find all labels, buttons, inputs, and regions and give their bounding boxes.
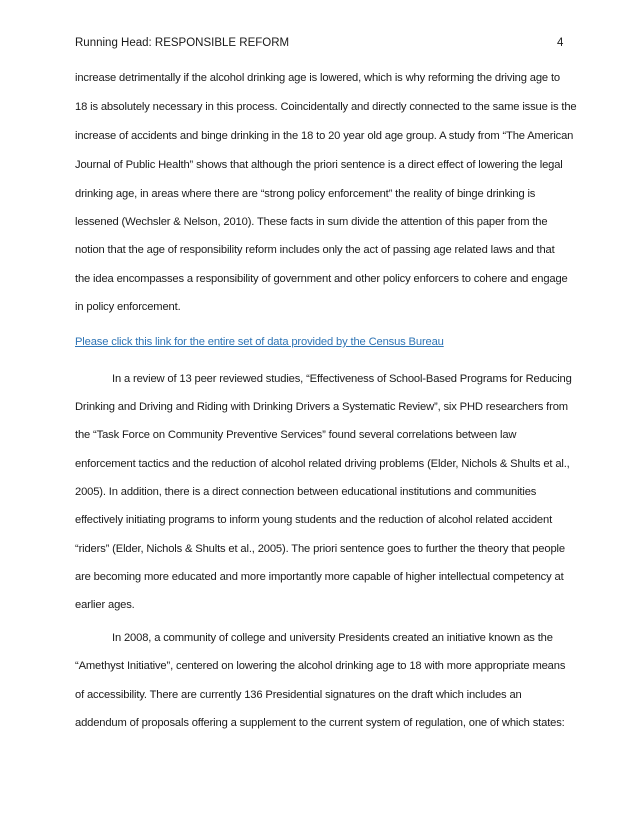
paragraph2-line: 2005). In addition, there is a direct connection between educational institutions and communities: [75, 486, 537, 498]
paragraph2-line: earlier ages.: [75, 599, 135, 611]
paragraph2-line: are becoming more educated and more importantly more capable of higher intellectual competency at: [75, 571, 564, 583]
paragraph1-line: Journal of Public Health” shows that although the priori sentence is a direct effect of lowering the legal: [75, 159, 563, 171]
paragraph1-line: drinking age, in areas where there are “strong policy enforcement” the reality of binge drinking is: [75, 188, 536, 200]
paragraph2-line: Drinking and Driving and Riding with Drinking Drivers a Systematic Review”, six PHD researchers from: [75, 401, 568, 413]
paragraph3-line: In 2008, a community of college and university Presidents created an initiative known as the: [112, 632, 553, 644]
paragraph1-line: the idea encompasses a responsibility of government and other policy enforcers to cohere and engage: [75, 273, 568, 285]
paragraph2-line: the “Task Force on Community Preventive Services” found several correlations between law: [75, 429, 517, 441]
paragraph2-line: In a review of 13 peer reviewed studies, “Effectiveness of School-Based Programs for Reducing: [112, 373, 572, 385]
paragraph1-line: 18 is absolutely necessary in this process. Coincidentally and directly connected to the same issue is the: [75, 101, 577, 113]
paragraph3-line: addendum of proposals offering a supplement to the current system of regulation, one of which states:: [75, 717, 565, 729]
paragraph1-line: notion that the age of responsibility reform includes only the act of passing age related laws and that: [75, 244, 555, 256]
paragraph1-line: in policy enforcement.: [75, 301, 181, 313]
census-data-link[interactable]: Please click this link for the entire set of data provided by the Census Bureau: [75, 336, 444, 348]
paragraph1-line: increase of accidents and binge drinking in the 18 to 20 year old age group. A study from “The American: [75, 130, 574, 142]
paragraph2-line: “riders” (Elder, Nichols & Shults et al., 2005). The priori sentence goes to further the theory that people: [75, 543, 565, 555]
paragraph3-line: of accessibility. There are currently 136 Presidential signatures on the draft which includes an: [75, 689, 522, 701]
running-head: Running Head: RESPONSIBLE REFORM: [75, 37, 290, 49]
page-number: 4: [557, 37, 564, 49]
paragraph3-line: “Amethyst Initiative”, centered on lowering the alcohol drinking age to 18 with more appropriate means: [75, 660, 566, 672]
paragraph1-line: lessened (Wechsler & Nelson, 2010). These facts in sum divide the attention of this paper from the: [75, 216, 548, 228]
paragraph2-line: enforcement tactics and the reduction of alcohol related driving problems (Elder, Nichols & Shults et al.,: [75, 458, 570, 470]
paragraph2-line: effectively initiating programs to inform young students and the reduction of alcohol related accident: [75, 514, 553, 526]
paragraph1-line: increase detrimentally if the alcohol drinking age is lowered, which is why reforming the driving age to: [75, 72, 560, 84]
